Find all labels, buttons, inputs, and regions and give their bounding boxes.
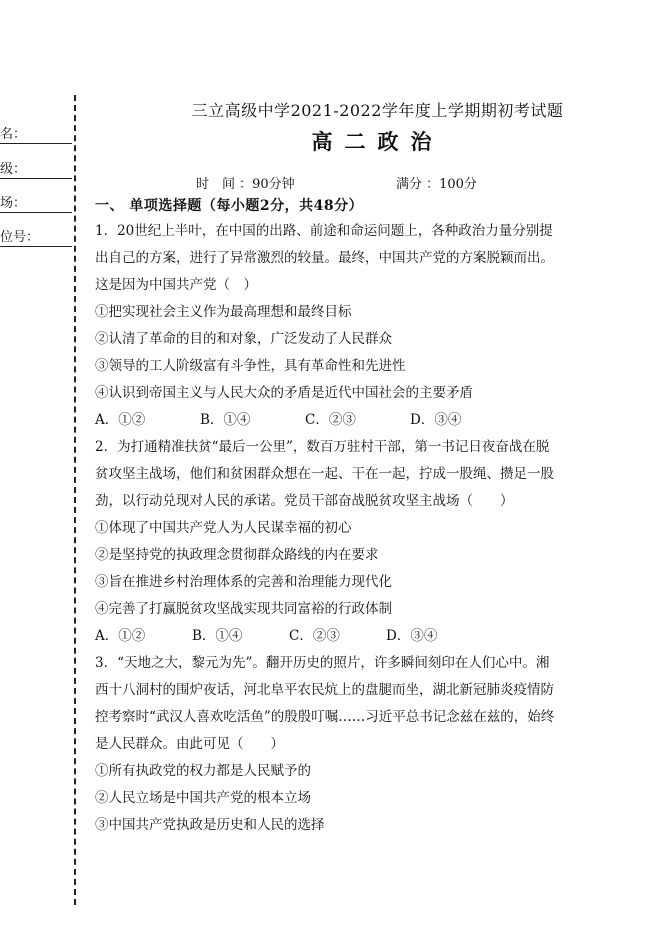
binding-field-class[interactable]: 级： xyxy=(0,162,72,179)
question-text-line: 2．为打通精准扶贫“最后一公里”，数百万驻村干部，第一书记日夜奋战在脱 xyxy=(95,439,550,455)
choice-c[interactable]: C．②③ xyxy=(305,412,356,428)
choice-b[interactable]: B．①④ xyxy=(200,412,251,428)
question-text-line: 出自己的方案，进行了异常激烈的较量。最终，中国共产党的方案脱颖而出。 xyxy=(95,250,554,266)
question-text-line: 控考察时“武汉人喜欢吃活鱼”的殷殷叮嘱……习近平总书记念兹在兹的，始终 xyxy=(95,709,555,725)
choice-d[interactable]: D．③④ xyxy=(386,628,438,644)
choice-c[interactable]: C．②③ xyxy=(289,628,340,644)
question-1 xyxy=(95,218,575,434)
exam-content xyxy=(95,194,575,839)
statement-option: ②认清了革命的目的和对象，广泛发动了人民群众 xyxy=(95,331,392,347)
statement-option: ②人民立场是中国共产党的根本立场 xyxy=(95,790,311,806)
binding-strip xyxy=(0,0,80,945)
statement-option: ③领导的工人阶级富有斗争性，具有革命性和先进性 xyxy=(95,358,406,374)
question-text-line: 是人民群众。由此可见（ ） xyxy=(95,736,284,752)
question-text-line: 劲，以行动兑现对人民的承诺。党员干部奋战脱贫攻坚主战场（ ） xyxy=(95,493,514,509)
exam-time: 时 间 ：90分钟 xyxy=(196,177,295,192)
statement-option: ③旨在推进乡村治理体系的完善和治理能力现代化 xyxy=(95,574,392,590)
section-title: 一、 单项选择题（每小题2分，共48分） xyxy=(95,198,364,214)
statement-option: ④完善了打赢脱贫攻坚战实现共同富裕的行政体制 xyxy=(95,601,392,617)
question-text-line: 1．20世纪上半叶，在中国的出路、前途和命运问题上，各种政治力量分别提 xyxy=(95,223,553,239)
statement-option: ④认识到帝国主义与人民大众的矛盾是近代中国社会的主要矛盾 xyxy=(95,385,473,401)
answer-choices xyxy=(95,407,575,434)
binding-field-name[interactable]: 名： xyxy=(0,127,72,144)
answer-choices xyxy=(95,623,575,650)
statement-option: ①把实现社会主义作为最高理想和最终目标 xyxy=(95,304,352,320)
binding-dashed-line xyxy=(74,95,76,905)
exam-score: 满分 ：100分 xyxy=(396,177,477,192)
choice-a[interactable]: A．①② xyxy=(95,628,146,644)
question-2 xyxy=(95,434,575,650)
binding-field-seat-number[interactable]: 位号： xyxy=(0,230,72,247)
exam-title: 三立高级中学2021-2022学年度上学期期初考试题 xyxy=(191,101,564,120)
binding-field-exam-room[interactable]: 场： xyxy=(0,196,72,213)
choice-d[interactable]: D．③④ xyxy=(410,412,462,428)
question-text-line: 贫攻坚主战场，他们和贫困群众想在一起、干在一起，拧成一股绳、攒足一股 xyxy=(95,466,554,482)
statement-option: ③中国共产党执政是历史和人民的选择 xyxy=(95,817,325,833)
exam-subject: 高二政治 xyxy=(311,129,444,154)
question-text-line: 这是因为中国共产党（ ） xyxy=(95,277,257,293)
statement-option: ①所有执政党的权力都是人民赋予的 xyxy=(95,763,311,779)
statement-option: ②是坚持党的执政理念贯彻群众路线的内在要求 xyxy=(95,547,379,563)
choice-b[interactable]: B．①④ xyxy=(192,628,243,644)
choice-a[interactable]: A．①② xyxy=(95,412,146,428)
question-text-line: 西十八洞村的围炉夜话，河北阜平农民炕上的盘腿而坐，湖北新冠肺炎疫情防 xyxy=(95,682,554,698)
question-text-line: 3．“天地之大，黎元为先”。翻开历史的照片，许多瞬间刻印在人们心中。湘 xyxy=(95,655,550,671)
question-3 xyxy=(95,650,575,839)
statement-option: ①体现了中国共产党人为人民谋幸福的初心 xyxy=(95,520,352,536)
